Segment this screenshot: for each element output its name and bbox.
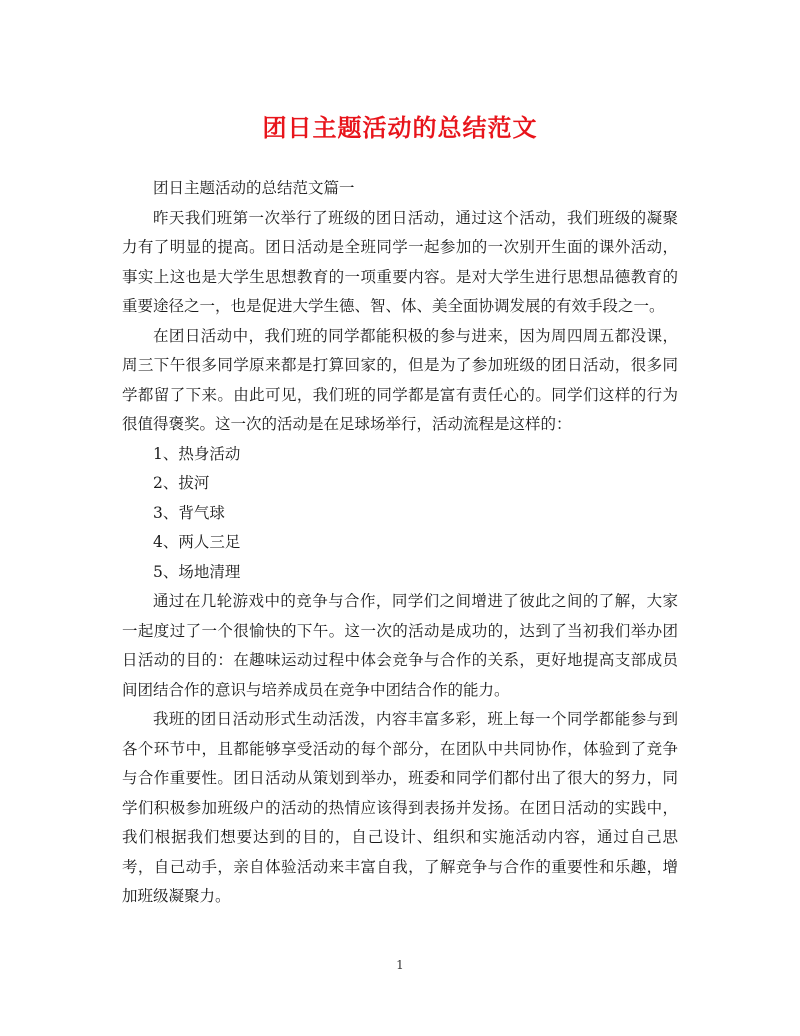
list-item: 2、拔河	[153, 474, 210, 492]
paragraph: 通过在几轮游戏中的竞争与合作，同学们之间增进了彼此之间的了解，大家一起度过了一个很愉快的下午。这一次的活动是成功的，达到了当初我们举办团日活动的目的：在趣味运动过程中体会竞争与合作的关系，更好地提高支部成员间团结合作的意识与培养成员在竞争中团结合作的能力。	[122, 592, 678, 699]
list-item: 4、两人三足	[153, 533, 241, 551]
list-item: 1、热身活动	[153, 444, 241, 463]
paragraph: 昨天我们班第一次举行了班级的团日活动，通过这个活动，我们班级的凝聚力有了明显的提高。团日活动是全班同学一起参加的一次别开生面的课外活动，事实上这也是大学生思想教育的一项重要内容。是对大学生进行思想品德教育的重要途径之一，也是促进大学生德、智、体、美全面协调发展的有效手段之一。	[122, 208, 678, 315]
section-heading: 团日主题活动的总结范文篇一	[153, 179, 355, 197]
list-item: 3、背气球	[153, 503, 225, 522]
document-body	[122, 174, 678, 912]
page-number: 1	[396, 958, 404, 972]
document-title: 团日主题活动的总结范文	[262, 113, 538, 142]
paragraph: 在团日活动中，我们班的同学都能积极的参与进来，因为周四周五都没课，周三下午很多同学原来都是打算回家的，但是为了参加班级的团日活动，很多同学都留了下来。由此可见，我们班的同学都是富有责任心的。同学们这样的行为很值得褒奖。这一次的活动是在足球场举行，活动流程是这样的：	[122, 326, 678, 433]
paragraph: 我班的团日活动形式生动活泼，内容丰富多彩，班上每一个同学都能参与到各个环节中，且都能够享受活动的每个部分，在团队中共同协作，体验到了竞争与合作重要性。团日活动从策划到举办，班委和同学们都付出了很大的努力，同学们积极参加班级户的活动的热情应该得到表扬并发扬。在团日活动的实践中，我们根据我们想要达到的目的，自己设计、组织和实施活动内容，通过自己思考，自己动手，亲自体验活动来丰富自我，了解竞争与合作的重要性和乐趣，增加班级凝聚力。	[122, 710, 678, 905]
list-item: 5、场地清理	[153, 562, 241, 581]
